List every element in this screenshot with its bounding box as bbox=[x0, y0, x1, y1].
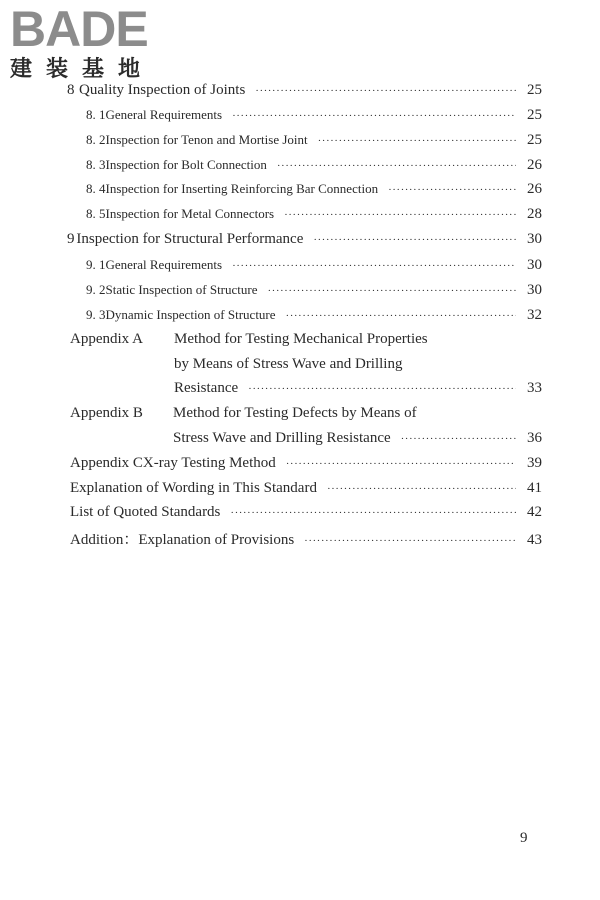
appendix-label: Appendix C bbox=[70, 455, 143, 471]
toc-section-8-4 bbox=[86, 181, 542, 203]
toc-explanation-of-wording bbox=[70, 480, 542, 502]
toc-number: 8. 5 bbox=[86, 206, 106, 221]
toc-title: Dynamic Inspection of Structure bbox=[105, 307, 276, 322]
toc-number: 8. 1 bbox=[86, 107, 106, 122]
toc-section-8-1 bbox=[86, 107, 542, 129]
appendix-label: Appendix A bbox=[70, 331, 143, 347]
appendix-a-line-2 bbox=[174, 356, 402, 373]
toc-section-8-3 bbox=[86, 157, 542, 179]
toc-title: Inspection for Structural Performance bbox=[76, 231, 304, 247]
dot-leader bbox=[318, 135, 516, 147]
logo-brand-text: BADE bbox=[10, 1, 148, 57]
toc-number: 9. 2 bbox=[86, 282, 106, 297]
dot-leader bbox=[232, 260, 516, 272]
toc-page: 42 bbox=[527, 504, 542, 520]
toc-page: 25 bbox=[527, 132, 542, 148]
toc-chapter-8 bbox=[67, 82, 542, 104]
toc-title: General Requirements bbox=[105, 107, 223, 122]
toc-page: 26 bbox=[527, 157, 542, 173]
appendix-title-line: Method for Testing Defects by Means of bbox=[173, 405, 417, 421]
appendix-a-line-3 bbox=[174, 380, 542, 402]
bade-logo bbox=[10, 1, 155, 83]
toc-title: Inspection for Tenon and Mortise Joint bbox=[105, 132, 308, 147]
toc-title: Inspection for Inserting Reinforcing Bar Connection bbox=[105, 181, 379, 196]
toc-section-9-2 bbox=[86, 282, 542, 304]
toc-page: 25 bbox=[527, 107, 542, 123]
dot-leader bbox=[230, 507, 516, 519]
toc-chapter-9 bbox=[67, 231, 542, 253]
dot-leader bbox=[286, 458, 516, 470]
toc-page: 36 bbox=[527, 430, 542, 446]
toc-page: 30 bbox=[527, 231, 542, 247]
toc-page: 30 bbox=[527, 282, 542, 298]
dot-leader bbox=[327, 483, 516, 495]
appendix-b-line-2 bbox=[173, 430, 542, 452]
appendix-a-line-1 bbox=[70, 331, 428, 348]
dot-leader bbox=[255, 85, 516, 97]
toc-title: Explanation of Wording in This Standard bbox=[70, 480, 317, 496]
toc-section-8-2 bbox=[86, 132, 542, 154]
toc-number: 9. 1 bbox=[86, 257, 106, 272]
appendix-title-line: Resistance bbox=[174, 380, 239, 396]
dot-leader bbox=[388, 184, 516, 196]
dot-leader bbox=[277, 160, 516, 172]
toc-page: 26 bbox=[527, 181, 542, 197]
toc-page: 30 bbox=[527, 257, 542, 273]
appendix-title-line: X-ray Testing Method bbox=[142, 455, 276, 471]
toc-page: 39 bbox=[527, 455, 542, 471]
toc-page: 41 bbox=[527, 480, 542, 496]
dot-leader bbox=[268, 285, 517, 297]
appendix-c bbox=[70, 455, 542, 477]
toc-title: Inspection for Bolt Connection bbox=[105, 157, 267, 172]
appendix-label: Appendix B bbox=[70, 405, 143, 421]
toc-section-9-1 bbox=[86, 257, 542, 279]
toc-section-8-5 bbox=[86, 206, 542, 228]
dot-leader bbox=[286, 310, 516, 322]
appendix-b-line-1 bbox=[70, 405, 417, 422]
dot-leader bbox=[284, 209, 516, 221]
toc-number: 9 bbox=[67, 231, 75, 247]
toc-title: List of Quoted Standards bbox=[70, 504, 221, 520]
toc-title: Quality Inspection of Joints bbox=[79, 82, 246, 98]
toc-title: General Requirements bbox=[105, 257, 223, 272]
toc-page: 32 bbox=[527, 307, 542, 323]
toc-page: 28 bbox=[527, 206, 542, 222]
page-number: 9 bbox=[520, 830, 528, 846]
toc-title: Inspection for Metal Connectors bbox=[105, 206, 275, 221]
dot-leader bbox=[313, 234, 516, 246]
toc-section-9-3 bbox=[86, 307, 542, 329]
toc-page: 43 bbox=[527, 532, 542, 548]
toc-title: Static Inspection of Structure bbox=[105, 282, 258, 297]
toc-addition-explanation-of-provisions bbox=[70, 528, 542, 550]
dot-leader bbox=[401, 433, 516, 445]
dot-leader bbox=[248, 383, 516, 395]
dot-leader bbox=[304, 535, 516, 547]
toc-page: 33 bbox=[527, 380, 542, 396]
appendix-title-line: Stress Wave and Drilling Resistance bbox=[173, 430, 391, 446]
appendix-title-line: by Means of Stress Wave and Drilling bbox=[174, 356, 403, 372]
toc-number: 8. 3 bbox=[86, 157, 106, 172]
toc-number: 8. 2 bbox=[86, 132, 106, 147]
toc-number: 8 bbox=[67, 82, 75, 98]
appendix-title-line: Method for Testing Mechanical Properties bbox=[174, 331, 428, 347]
toc-title: Addition：Explanation of Provisions bbox=[70, 532, 295, 548]
toc-number: 9. 3 bbox=[86, 307, 106, 322]
toc-list-of-quoted-standards bbox=[70, 504, 542, 526]
toc-page: 25 bbox=[527, 82, 542, 98]
logo-chinese-text: 建装基地 bbox=[10, 57, 155, 82]
toc-number: 8. 4 bbox=[86, 181, 106, 196]
dot-leader bbox=[232, 110, 516, 122]
